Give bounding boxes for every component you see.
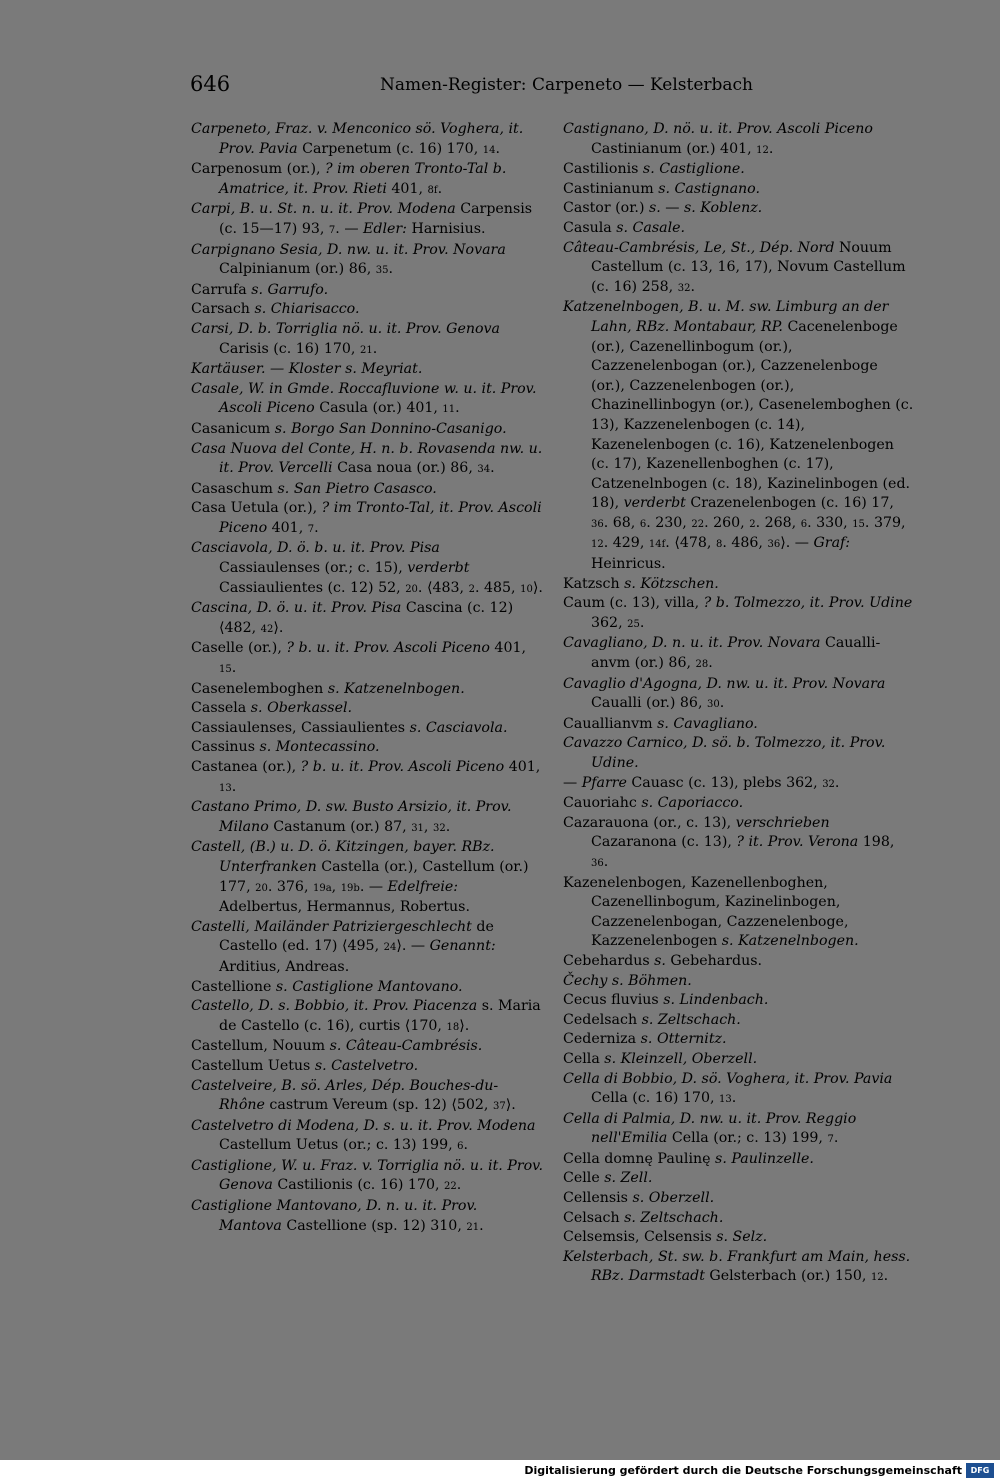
index-entry: Cazarauona (or., c. 13), verschrieben Cazaranona (c. 13), ? it. Prov. Verona 198, 36. [563, 814, 895, 870]
index-entry: Cassela s. Oberkassel. [191, 700, 353, 717]
index-entry: Cederniza s. Otternitz. [563, 1031, 727, 1048]
index-entry: Cassiaulenses, Cassiaulientes s. Casciavola. [191, 719, 508, 736]
index-entry: Castelvetro di Modena, D. s. u. it. Prov. Modena Castellum Uetus (or.; c. 13) 199, 6. [191, 1117, 536, 1154]
index-entry: Celsach s. Zeltschach. [563, 1209, 724, 1226]
index-entry: Castellum Uetus s. Castelvetro. [191, 1057, 419, 1074]
index-entry: Casale, W. in Gmde. Roccafluvione w. u. it. Prov. Ascoli Piceno Casula (or.) 401, 11. [191, 380, 537, 417]
index-entry: Castell, (B.) u. D. ö. Kitzingen, bayer. RBz. Unterfranken Castella (or.), Castellum (or.) 177, 20. 376, 19a, 19b. — Edelfreie: Adelbertus, Hermannus, Robertus. [191, 839, 529, 916]
index-entry: Casenelemboghen s. Katzenelnbogen. [191, 680, 465, 697]
index-entry: Cedelsach s. Zeltschach. [563, 1011, 741, 1028]
index-entry: Caum (c. 13), villa, ? b. Tolmezzo, it. Prov. Udine 362, 25. [563, 595, 913, 631]
index-entry: Castiglione Mantovano, D. n. u. it. Prov. Mantova Castellione (sp. 12) 310, 21. [191, 1198, 484, 1234]
index-entry: Cella di Palmia, D. nw. u. it. Prov. Reggio nell'Emilia Cella (or.; c. 13) 199, 7. [563, 1110, 857, 1147]
index-entry: Cascina, D. ö. u. it. Prov. Pisa Cascina (c. 12) ⟨482, 42⟩. [191, 600, 514, 636]
index-entry: Cavagliano, D. n. u. it. Prov. Novara Caualli-anvm (or.) 86, 28. [563, 635, 881, 672]
running-title: Namen-Register: Carpeneto — Kelsterbach [380, 75, 754, 95]
index-entry: Castor (or.) s. — s. Koblenz. [563, 200, 763, 217]
page-header [190, 72, 920, 102]
index-entry: Cassinus s. Montecassino. [191, 739, 380, 756]
index-entry: Kazenelenbogen, Kazenellenboghen, Cazenellinbogum, Kazinelinbogen, Cazzenelenbogan, Cazzenelenboge, Kazzenelenbogen s. Katzenelnbogen. [563, 874, 859, 950]
index-entry: Casa Uetula (or.), ? im Tronto-Tal, it. Prov. Ascoli Piceno 401, 7. [191, 500, 542, 536]
index-entry: Castiglione, W. u. Fraz. v. Torriglia nö. u. it. Prov. Genova Castilionis (c. 16) 170, 22. [191, 1157, 543, 1194]
index-entry: Cella s. Kleinzell, Oberzell. [563, 1050, 758, 1067]
index-entry: Celle s. Zell. [563, 1170, 653, 1187]
index-entry: Castano Primo, D. sw. Busto Arsizio, it. Prov. Milano Castanum (or.) 87, 31, 32. [191, 799, 512, 835]
index-entry: Cebehardus s. Gebehardus. [563, 952, 763, 969]
index-entry: Cauoriahc s. Caporiacco. [563, 795, 744, 812]
footer-bar [0, 1460, 1000, 1481]
index-entry: Kartäuser. — Kloster s. Meyriat. [191, 361, 423, 378]
index-entry: Carpenosum (or.), ? im oberen Tronto-Tal b. Amatrice, it. Prov. Rieti 401, 8f. [191, 161, 507, 197]
index-entry: Celsemsis, Celsensis s. Selz. [563, 1229, 768, 1246]
index-entry: Casaschum s. San Pietro Casasco. [191, 480, 437, 497]
index-entry: Castello, D. s. Bobbio, it. Prov. Piacenza s. Maria de Castello (c. 16), curtis ⟨170, 18⟩. [191, 998, 541, 1034]
index-entry: Castelli, Mailänder Patriziergeschlecht de Castello (ed. 17) ⟨495, 24⟩. — Genannt: Arditius, Andreas. [191, 918, 496, 975]
index-entry: Casciavola, D. ö. b. u. it. Prov. Pisa Cassiaulenses (or.; c. 15), verderbt Cassiaulientes (c. 12) 52, 20. ⟨483, 2. 485, 10⟩. [191, 540, 543, 596]
page-number: 646 [190, 72, 231, 96]
index-entry: Cella domnę Paulinę s. Paulinzelle. [563, 1150, 814, 1167]
index-entry: Cavazzo Carnico, D. sö. b. Tolmezzo, it. Prov. Udine. [563, 735, 886, 771]
index-entry: Carpignano Sesia, D. nw. u. it. Prov. Novara Calpinianum (or.) 86, 35. [191, 241, 506, 278]
index-entry: Castilionis s. Castiglione. [563, 161, 745, 178]
index-entry: Câteau-Cambrésis, Le, St., Dép. Nord Nouum Castellum (c. 13, 16, 17), Novum Castellum (c. 16) 258, 32. [563, 239, 906, 295]
index-entry: Castelveire, B. sö. Arles, Dép. Bouches-du-Rhône castrum Vereum (sp. 12) ⟨502, 37⟩. [191, 1077, 516, 1114]
index-entry: — Pfarre Cauasc (c. 13), plebs 362, 32. [563, 774, 840, 791]
index-entry: Castanea (or.), ? b. u. it. Prov. Ascoli Piceno 401, 13. [191, 759, 541, 795]
index-entry: Castellum, Nouum s. Câteau-Cambrésis. [191, 1038, 483, 1055]
index-entry: Carpeneto, Fraz. v. Menconico sö. Voghera, it. Prov. Pavia Carpenetum (c. 16) 170, 14. [191, 121, 524, 157]
index-entry: Casa Nuova del Conte, H. n. b. Rovasenda nw. u. it. Prov. Vercelli Casa noua (or.) 86, 34. [191, 440, 543, 477]
index-entry: Castignano, D. nö. u. it. Prov. Ascoli Piceno Castinianum (or.) 401, 12. [563, 121, 873, 157]
index-entry: Kelsterbach, St. sw. b. Frankfurt am Main, hess. RBz. Darmstadt Gelsterbach (or.) 150, 12. [563, 1248, 911, 1285]
footer-funding-note: Digitalisierung gefördert durch die Deutsche Forschungsgemeinschaft [524, 1464, 962, 1477]
index-entry: Cella di Bobbio, D. sö. Voghera, it. Prov. Pavia Cella (c. 16) 170, 13. [563, 1070, 893, 1107]
index-entry: Cauallianvm s. Cavagliano. [563, 715, 758, 732]
index-entry: Casula s. Casale. [563, 219, 686, 236]
index-entry: Casanicum s. Borgo San Donnino-Casanigo. [191, 420, 507, 437]
index-entry: Katzsch s. Kötzschen. [563, 575, 719, 592]
index-entry: Carrufa s. Garrufo. [191, 281, 329, 298]
right-column [563, 120, 915, 1288]
index-entry: Carsach s. Chiarisacco. [191, 301, 360, 318]
index-entry: Castellione s. Castiglione Mantovano. [191, 978, 463, 995]
left-column [191, 120, 543, 1237]
index-entry: Čechy s. Böhmen. [563, 972, 692, 989]
index-entry: Cavaglio d'Agogna, D. nw. u. it. Prov. Novara Caualli (or.) 86, 30. [563, 675, 886, 712]
index-entry: Cellensis s. Oberzell. [563, 1190, 715, 1207]
index-entry: Caselle (or.), ? b. u. it. Prov. Ascoli Piceno 401, 15. [191, 640, 527, 677]
index-entry: Katzenelnbogen, B. u. M. sw. Limburg an der Lahn, RBz. Montabaur, RP. Cacenelenboge (or.), Cazenellinbogum (or.), Cazzenelenbogan (or.), Cazzenelenboge (or.), Cazzenelenbogen (or.), Chazinellinbogyn (or.), Casenelemboghen (c. 13), Kazzenelenbogen (c. 14), Kazenelenbogen (c. 16), Katzenelenbogen (c. 17), Kazenellenboghen (c. 17), Catzenelnbogen (c. 18), Kazinelinbogen (ed. 18), verderbt Crazenelenbogen (c. 16) 17, 36. 68, 6. 230, 22. 260, 2. 268, 6. 330, 15. 379, 12. 429, 14f. ⟨478, 8. 486, 36⟩. — Graf: Heinricus. [563, 299, 914, 573]
index-entry: Carpi, B. u. St. n. u. it. Prov. Modena Carpensis (c. 15—17) 93, 7. — Edler: Harnisius. [191, 201, 533, 237]
dfg-logo-icon: DFG [966, 1463, 994, 1478]
index-entry: Cecus fluvius s. Lindenbach. [563, 992, 769, 1009]
index-entry: Castinianum s. Castignano. [563, 180, 760, 197]
index-entry: Carsi, D. b. Torriglia nö. u. it. Prov. Genova Carisis (c. 16) 170, 21. [191, 320, 501, 357]
